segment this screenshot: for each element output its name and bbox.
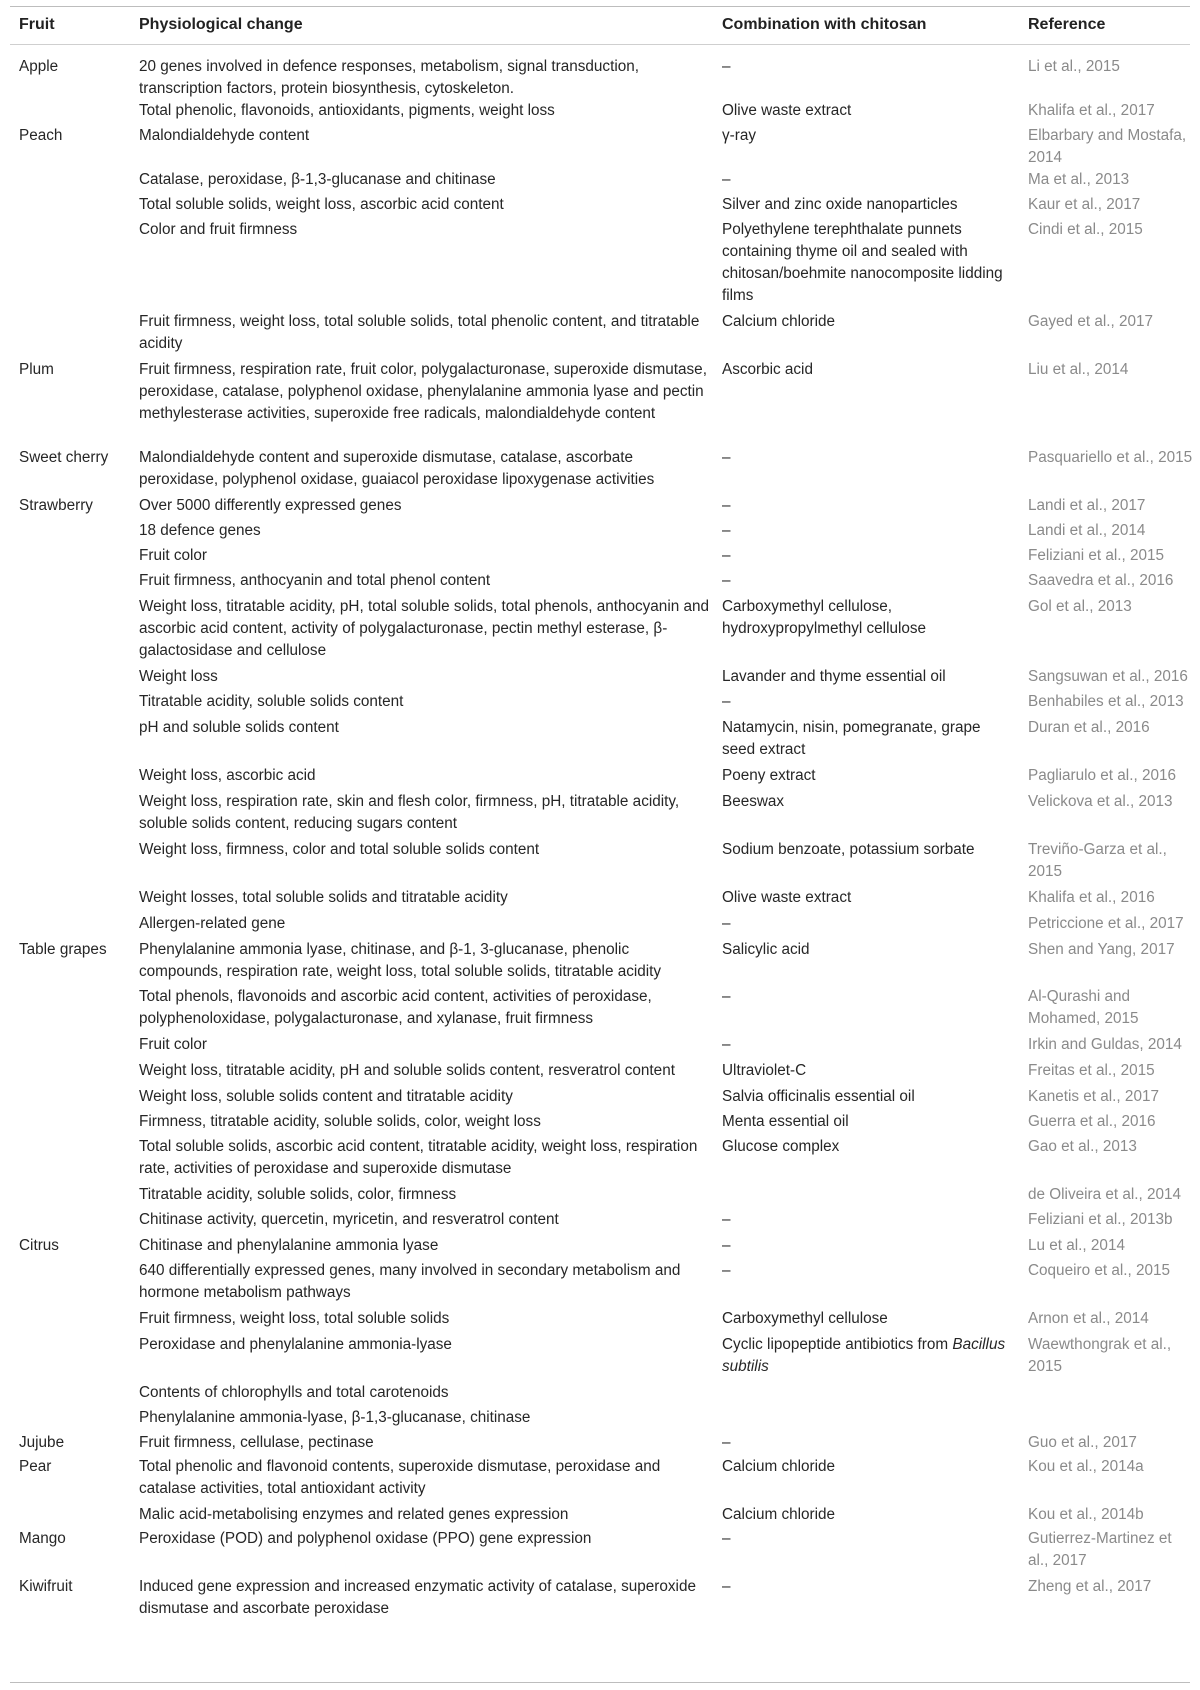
cell-fruit: Plum bbox=[19, 361, 54, 378]
cell-fruit: Jujube bbox=[19, 1434, 65, 1451]
table-row bbox=[0, 1235, 1200, 1260]
table-row bbox=[0, 495, 1200, 520]
cell-reference: Al-Qurashi and Mohamed, 2015 bbox=[1028, 988, 1139, 1027]
cell-change: Fruit color bbox=[139, 1036, 207, 1053]
table-row bbox=[0, 1456, 1200, 1504]
cell-combination: Menta essential oil bbox=[722, 1113, 849, 1130]
cell-reference: Landi et al., 2014 bbox=[1028, 522, 1146, 539]
cell-reference: Lu et al., 2014 bbox=[1028, 1237, 1125, 1254]
cell-combination: Sodium benzoate, potassium sorbate bbox=[722, 841, 975, 858]
cell-change: Induced gene expression and increased enzymatic activity of catalase, superoxide dismutase and ascorbate peroxidase bbox=[139, 1578, 696, 1617]
combination-italic-text: Bacillus subtilis bbox=[722, 1336, 1006, 1375]
cell-change: Titratable acidity, soluble solids, color, firmness bbox=[139, 1186, 457, 1203]
table-row bbox=[0, 1432, 1200, 1456]
combination-text: Cyclic lipopeptide antibiotics from bbox=[722, 1336, 949, 1353]
table-row bbox=[0, 219, 1200, 311]
cell-reference: Pagliarulo et al., 2016 bbox=[1028, 767, 1176, 784]
cell-combination: – bbox=[722, 1211, 731, 1228]
cell-reference: Feliziani et al., 2015 bbox=[1028, 547, 1165, 564]
cell-reference: Liu et al., 2014 bbox=[1028, 361, 1129, 378]
cell-change: Total phenols, flavonoids and ascorbic acid content, activities of peroxidase, polyphenoloxidase, polygalacturonase, and xylanase, fruit firmness bbox=[139, 988, 652, 1027]
cell-change: 640 differentially expressed genes, many involved in secondary metabolism and hormone metabolism pathways bbox=[139, 1262, 681, 1301]
cell-change: Weight losses, total soluble solids and titratable acidity bbox=[139, 889, 508, 906]
cell-combination: Calcium chloride bbox=[722, 313, 836, 330]
cell-combination: – bbox=[722, 915, 731, 932]
cell-change: pH and soluble solids content bbox=[139, 719, 339, 736]
table-row bbox=[0, 169, 1200, 194]
cell-combination: Carboxymethyl cellulose bbox=[722, 1310, 888, 1327]
cell-change: Fruit firmness, weight loss, total soluble solids, total phenolic content, and titratable acidity bbox=[139, 313, 700, 352]
table-row bbox=[0, 1382, 1200, 1407]
table-bottom-rule bbox=[10, 1682, 1190, 1683]
cell-change: Peroxidase (POD) and polyphenol oxidase (PPO) gene expression bbox=[139, 1530, 592, 1547]
table-row bbox=[0, 1111, 1200, 1136]
cell-reference: Freitas et al., 2015 bbox=[1028, 1062, 1155, 1079]
cell-combination: – bbox=[722, 58, 731, 75]
table-row bbox=[0, 1260, 1200, 1308]
cell-reference: Khalifa et al., 2016 bbox=[1028, 889, 1155, 906]
table-row bbox=[0, 311, 1200, 359]
cell-fruit: Table grapes bbox=[19, 941, 107, 958]
cell-change: Phenylalanine ammonia-lyase, β-1,3-glucanase, chitinase bbox=[139, 1409, 531, 1426]
table-row bbox=[0, 887, 1200, 913]
cell-change: Catalase, peroxidase, β-1,3-glucanase and chitinase bbox=[139, 171, 496, 188]
table-row bbox=[0, 545, 1200, 570]
table-row bbox=[0, 1034, 1200, 1060]
cell-change: Firmness, titratable acidity, soluble solids, color, weight loss bbox=[139, 1113, 541, 1130]
table-row bbox=[0, 1209, 1200, 1235]
cell-reference: Gutierrez-Martinez et al., 2017 bbox=[1028, 1530, 1172, 1569]
table-row bbox=[0, 1576, 1200, 1624]
cell-combination: – bbox=[722, 572, 731, 589]
cell-reference: Saavedra et al., 2016 bbox=[1028, 572, 1174, 589]
table-header bbox=[0, 14, 1200, 40]
cell-combination: – bbox=[722, 1530, 731, 1547]
header-reference: Reference bbox=[1028, 16, 1106, 33]
header-physiological-change: Physiological change bbox=[139, 16, 303, 33]
cell-change: Fruit firmness, cellulase, pectinase bbox=[139, 1434, 374, 1451]
cell-reference: Zheng et al., 2017 bbox=[1028, 1578, 1152, 1595]
cell-reference: Gao et al., 2013 bbox=[1028, 1138, 1137, 1155]
cell-combination: Salvia officinalis essential oil bbox=[722, 1088, 915, 1105]
cell-combination: Beeswax bbox=[722, 793, 785, 810]
cell-combination: – bbox=[722, 1262, 731, 1279]
cell-combination: Olive waste extract bbox=[722, 889, 852, 906]
cell-combination: Ultraviolet-C bbox=[722, 1062, 807, 1079]
cell-combination: γ-ray bbox=[722, 127, 756, 144]
cell-change: Malic acid-metabolising enzymes and related genes expression bbox=[139, 1506, 569, 1523]
cell-reference: Li et al., 2015 bbox=[1028, 58, 1120, 75]
table-top-rule bbox=[10, 6, 1190, 7]
table-row bbox=[0, 939, 1200, 986]
cell-change: Malondialdehyde content and superoxide dismutase, catalase, ascorbate peroxidase, polyphenol oxidase, guaiacol peroxidase lipoxygenase activities bbox=[139, 449, 655, 488]
cell-fruit: Kiwifruit bbox=[19, 1578, 73, 1595]
cell-combination: Polyethylene terephthalate punnets containing thyme oil and sealed with chitosan/boehmite nanocomposite lidding films bbox=[722, 221, 1003, 304]
cell-combination: – bbox=[722, 693, 731, 710]
cell-combination: Natamycin, nisin, pomegranate, grape seed extract bbox=[722, 719, 981, 758]
cell-change: Weight loss bbox=[139, 668, 218, 685]
cell-combination: Calcium chloride bbox=[722, 1458, 836, 1475]
cell-combination: Poeny extract bbox=[722, 767, 816, 784]
cell-combination bbox=[722, 1334, 1017, 1378]
cell-combination: Salicylic acid bbox=[722, 941, 810, 958]
cell-reference: Velickova et al., 2013 bbox=[1028, 793, 1173, 810]
cell-change: Malondialdehyde content bbox=[139, 127, 310, 144]
cell-change: Weight loss, firmness, color and total soluble solids content bbox=[139, 841, 540, 858]
cell-combination: Ascorbic acid bbox=[722, 361, 813, 378]
cell-reference: Arnon et al., 2014 bbox=[1028, 1310, 1149, 1327]
table-row bbox=[0, 1528, 1200, 1576]
cell-change: Weight loss, titratable acidity, pH, total soluble solids, total phenols, anthocyanin and ascorbic acid content, activity of polygalacturonase, pectin methyl esterase, β-galactosidase and cellulose bbox=[139, 598, 709, 659]
cell-change: Weight loss, titratable acidity, pH and soluble solids content, resveratrol content bbox=[139, 1062, 675, 1079]
table-row bbox=[0, 913, 1200, 939]
cell-combination: – bbox=[722, 1434, 731, 1451]
cell-reference: Sangsuwan et al., 2016 bbox=[1028, 668, 1188, 685]
table-row bbox=[0, 194, 1200, 219]
table-row bbox=[0, 839, 1200, 887]
table-row bbox=[0, 100, 1200, 125]
cell-combination: Glucose complex bbox=[722, 1138, 840, 1155]
cell-change: Color and fruit firmness bbox=[139, 221, 298, 238]
cell-combination: – bbox=[722, 522, 731, 539]
cell-reference: Feliziani et al., 2013b bbox=[1028, 1211, 1173, 1228]
table-row bbox=[0, 520, 1200, 545]
table-row bbox=[0, 1407, 1200, 1432]
table-row bbox=[0, 596, 1200, 666]
cell-reference: Ma et al., 2013 bbox=[1028, 171, 1130, 188]
cell-reference: Guerra et al., 2016 bbox=[1028, 1113, 1156, 1130]
table-row bbox=[0, 1184, 1200, 1209]
cell-fruit: Peach bbox=[19, 127, 63, 144]
cell-reference: Kaur et al., 2017 bbox=[1028, 196, 1141, 213]
cell-combination: – bbox=[722, 1036, 731, 1053]
cell-reference: Treviño-Garza et al., 2015 bbox=[1028, 841, 1167, 880]
cell-combination: Calcium chloride bbox=[722, 1506, 836, 1523]
cell-combination: – bbox=[722, 1237, 731, 1254]
table-row bbox=[0, 1136, 1200, 1184]
cell-fruit: Apple bbox=[19, 58, 59, 75]
table-row bbox=[0, 666, 1200, 691]
cell-combination: – bbox=[722, 497, 731, 514]
cell-combination: Lavander and thyme essential oil bbox=[722, 668, 946, 685]
cell-combination: – bbox=[722, 547, 731, 564]
cell-reference: Benhabiles et al., 2013 bbox=[1028, 693, 1184, 710]
cell-reference: Elbarbary and Mostafa, 2014 bbox=[1028, 127, 1187, 166]
cell-change: Titratable acidity, soluble solids content bbox=[139, 693, 404, 710]
cell-combination: Olive waste extract bbox=[722, 102, 852, 119]
table-row bbox=[0, 570, 1200, 596]
table-row bbox=[0, 717, 1200, 765]
table-row bbox=[0, 691, 1200, 717]
table-row bbox=[0, 125, 1200, 169]
cell-reference: Landi et al., 2017 bbox=[1028, 497, 1146, 514]
cell-fruit: Strawberry bbox=[19, 497, 93, 514]
cell-change: Phenylalanine ammonia lyase, chitinase, and β-1, 3-glucanase, phenolic compounds, respiration rate, weight loss, total soluble solids, titratable acidity bbox=[139, 941, 662, 980]
cell-reference: Waewthongrak et al., 2015 bbox=[1028, 1336, 1172, 1375]
cell-fruit: Mango bbox=[19, 1530, 66, 1547]
table-row bbox=[0, 359, 1200, 447]
cell-reference: Kanetis et al., 2017 bbox=[1028, 1088, 1159, 1105]
cell-reference: Kou et al., 2014a bbox=[1028, 1458, 1144, 1475]
cell-change: Contents of chlorophylls and total carotenoids bbox=[139, 1384, 449, 1401]
cell-change: Total soluble solids, ascorbic acid content, titratable acidity, weight loss, respiration rate, activities of peroxidase and superoxide dismutase bbox=[139, 1138, 698, 1177]
cell-change: Chitinase activity, quercetin, myricetin, and resveratrol content bbox=[139, 1211, 559, 1228]
cell-change: Fruit color bbox=[139, 547, 207, 564]
table-row bbox=[0, 1060, 1200, 1086]
table-row bbox=[0, 765, 1200, 791]
cell-reference: Shen and Yang, 2017 bbox=[1028, 941, 1175, 958]
table-row bbox=[0, 1308, 1200, 1334]
cell-change: Weight loss, ascorbic acid bbox=[139, 767, 316, 784]
table-row bbox=[0, 986, 1200, 1034]
cell-change: Allergen-related gene bbox=[139, 915, 286, 932]
cell-change: Fruit firmness, respiration rate, fruit color, polygalacturonase, superoxide dismutase, peroxidase, catalase, polyphenol oxidase, phenylalanine ammonia lyase and pectin methylesterase activities, superoxide free radicals, malondialdehyde content bbox=[139, 361, 707, 422]
cell-reference: Duran et al., 2016 bbox=[1028, 719, 1150, 736]
cell-fruit: Pear bbox=[19, 1458, 52, 1475]
cell-reference: Khalifa et al., 2017 bbox=[1028, 102, 1155, 119]
cell-combination: – bbox=[722, 171, 731, 188]
header-combination: Combination with chitosan bbox=[722, 16, 927, 33]
cell-combination: Carboxymethyl cellulose, hydroxypropylmethyl cellulose bbox=[722, 598, 927, 637]
cell-reference: Petriccione et al., 2017 bbox=[1028, 915, 1184, 932]
cell-change: Peroxidase and phenylalanine ammonia-lyase bbox=[139, 1336, 452, 1353]
table-row bbox=[0, 56, 1200, 100]
cell-reference: Gol et al., 2013 bbox=[1028, 598, 1132, 615]
cell-reference: Pasquariello et al., 2015 bbox=[1028, 449, 1193, 466]
cell-fruit: Citrus bbox=[19, 1237, 59, 1254]
cell-change: Total phenolic and flavonoid contents, superoxide dismutase, peroxidase and catalase activities, total antioxidant activity bbox=[139, 1458, 661, 1497]
cell-combination: Silver and zinc oxide nanoparticles bbox=[722, 196, 958, 213]
cell-change: Fruit firmness, anthocyanin and total phenol content bbox=[139, 572, 491, 589]
cell-change: Total phenolic, flavonoids, antioxidants, pigments, weight loss bbox=[139, 102, 555, 119]
cell-reference: Irkin and Guldas, 2014 bbox=[1028, 1036, 1182, 1053]
cell-reference: Guo et al., 2017 bbox=[1028, 1434, 1137, 1451]
cell-change: Chitinase and phenylalanine ammonia lyase bbox=[139, 1237, 439, 1254]
cell-change: 18 defence genes bbox=[139, 522, 261, 539]
cell-change: Weight loss, respiration rate, skin and flesh color, firmness, pH, titratable acidity, soluble solids content, reducing sugars content bbox=[139, 793, 680, 832]
cell-change: Fruit firmness, weight loss, total soluble solids bbox=[139, 1310, 450, 1327]
cell-reference: Gayed et al., 2017 bbox=[1028, 313, 1154, 330]
cell-change: Weight loss, soluble solids content and titratable acidity bbox=[139, 1088, 513, 1105]
table-row bbox=[0, 1334, 1200, 1382]
cell-fruit: Sweet cherry bbox=[19, 449, 109, 466]
table-row bbox=[0, 1504, 1200, 1528]
cell-combination: – bbox=[722, 1578, 731, 1595]
table-body bbox=[0, 56, 1200, 1624]
cell-reference: Cindi et al., 2015 bbox=[1028, 221, 1143, 238]
cell-change: Total soluble solids, weight loss, ascorbic acid content bbox=[139, 196, 504, 213]
cell-change: 20 genes involved in defence responses, metabolism, signal transduction, transcription factors, protein biosynthesis, cytoskeleton. bbox=[139, 58, 639, 97]
cell-reference: Kou et al., 2014b bbox=[1028, 1506, 1144, 1523]
header-fruit: Fruit bbox=[19, 16, 55, 33]
table-row bbox=[0, 1086, 1200, 1111]
cell-combination: – bbox=[722, 988, 731, 1005]
cell-combination: – bbox=[722, 449, 731, 466]
table-row bbox=[0, 791, 1200, 839]
cell-reference: de Oliveira et al., 2014 bbox=[1028, 1186, 1182, 1203]
table-header-rule bbox=[10, 44, 1190, 45]
table-row bbox=[0, 447, 1200, 495]
cell-reference: Coqueiro et al., 2015 bbox=[1028, 1262, 1171, 1279]
cell-change: Over 5000 differently expressed genes bbox=[139, 497, 402, 514]
